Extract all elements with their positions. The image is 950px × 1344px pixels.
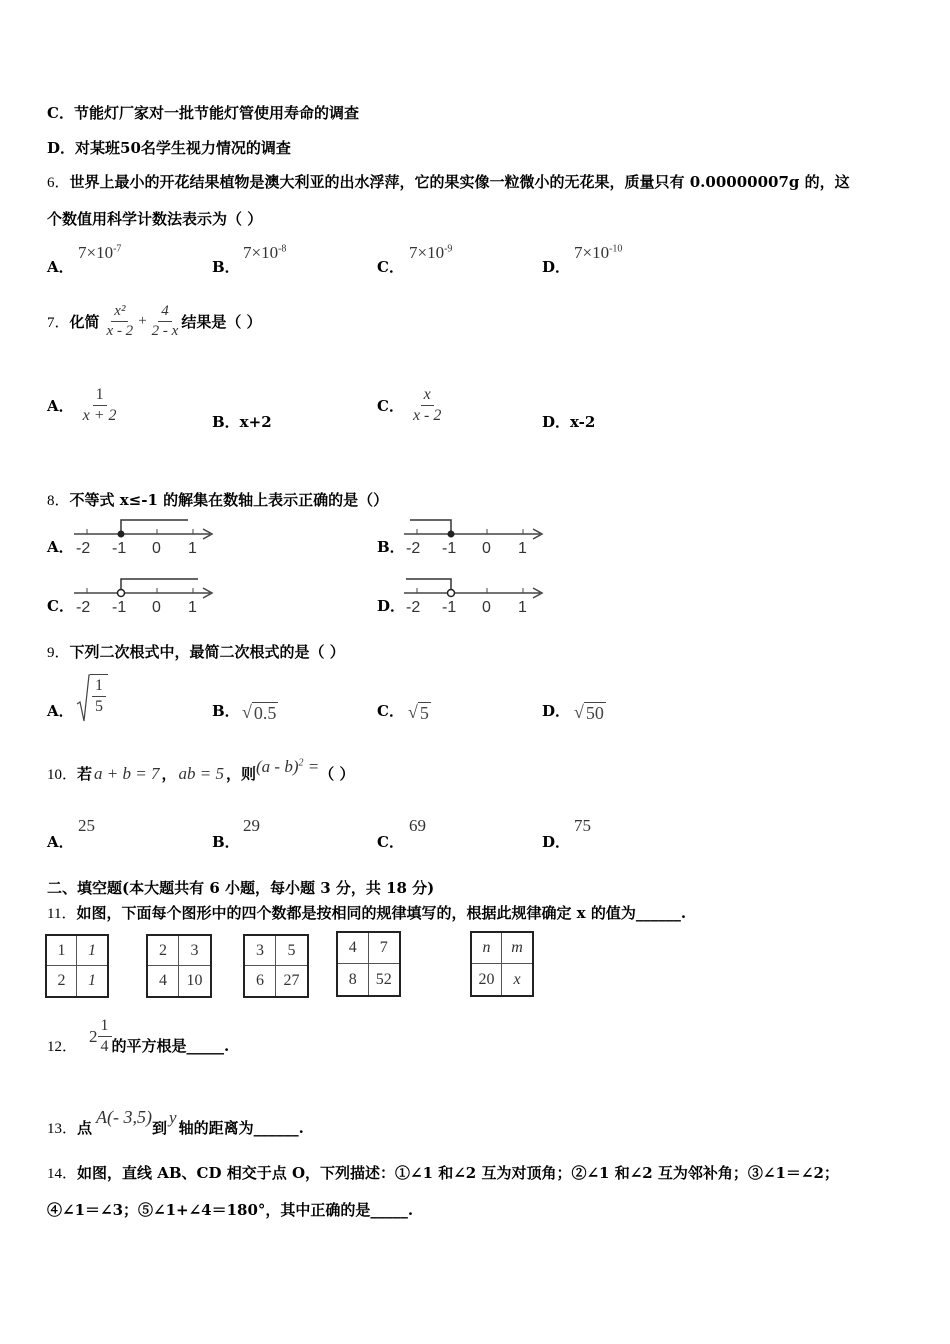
q8-option-c-label: C．: [47, 597, 74, 615]
q9-number: 9．: [47, 645, 70, 661]
q10-option-a-label: A．: [47, 833, 74, 851]
q11-text: 如图，下面每个图形中的四个数都是按相同的规律填写的，根据此规律确定 x 的值为______.: [76, 904, 687, 922]
q8-option-a-number-line: [70, 512, 220, 562]
svg-text:1: 1: [188, 599, 197, 616]
q9-text: 下列二次根式中，最简二次根式的是（ ）: [69, 643, 345, 661]
q6-number: 6．: [47, 175, 70, 191]
q7-suffix: 结果是（ ）: [181, 313, 262, 331]
svg-text:1: 1: [518, 540, 527, 557]
q6-option-c-value: $7\times 10^{-9}$: [409, 243, 453, 262]
q7-fraction-1: $\frac{\text{x²}}{x - 2}$: [106, 303, 134, 339]
svg-text:-2: -2: [406, 599, 421, 616]
q6-option-a-value: $7\times 10^{-7}$: [78, 243, 122, 262]
q8-text: 不等式 x≤-1 的解集在数轴上表示正确的是（）: [69, 491, 389, 509]
q13-stem: [47, 1105, 304, 1138]
q6-option-d-value: $7\times 10^{-10}$: [574, 243, 623, 262]
svg-text:-1: -1: [442, 540, 457, 557]
q13-to: 到: [152, 1119, 168, 1137]
q10-expression: (a - b)$^2$ =: [256, 756, 320, 776]
q9-stem: [47, 641, 345, 662]
q10-option-d-label: D．: [542, 833, 571, 851]
q8-option-a-label: A．: [47, 538, 74, 556]
q5-option-d: D．对某班50名学生视力情况的调查: [47, 139, 291, 157]
q6-text-line1: 世界上最小的开花结果植物是澳大利亚的出水浮萍，它的果实像一粒微小的无花果，质量只有 0.00000007g 的，这: [69, 173, 850, 191]
q11-grid-1: 1 1 2 1: [45, 934, 109, 998]
q14-text-line1: 如图，直线 AB、CD 相交于点 O，下列描述：①∠1 和∠2 互为对顶角；②∠1 和∠2 互为邻补角；③∠1＝∠2；: [77, 1164, 839, 1182]
q10-condition-1: a + b = 7: [94, 763, 160, 783]
q7-number: 7．: [47, 315, 70, 331]
q6-option-b-label: B．: [212, 258, 240, 276]
q7-stem: [47, 303, 262, 340]
q12-text: 的平方根是_____.: [111, 1037, 230, 1055]
q6-option-a-label: A．: [47, 258, 74, 276]
svg-text:-1: -1: [442, 599, 457, 616]
q9-option-d-label: D．: [542, 702, 571, 720]
svg-text:-2: -2: [406, 540, 421, 557]
q7-plus: +: [138, 313, 147, 329]
q9-option-d-radical: √ 50: [574, 702, 604, 723]
q8-stem: [47, 489, 388, 510]
q8-option-b-number-line: [400, 512, 550, 562]
section-2-heading: 二、填空题(本大题共有 6 小题，每小题 3 分，共 18 分): [47, 879, 435, 897]
q11-grid-2: 2 3 4 10: [146, 934, 212, 998]
q8-option-d-label: D．: [377, 597, 406, 615]
svg-text:0: 0: [482, 540, 491, 557]
q14-number: 14．: [47, 1166, 78, 1182]
q8-option-c-number-line: [70, 571, 220, 621]
q9-option-c-label: C．: [377, 702, 404, 720]
q6-stem-line2: 个数值用科学计数法表示为（ ）: [47, 210, 263, 228]
q14-stem-line2: ④∠1＝∠3；⑤∠1+∠4＝180°，其中正确的是_____.: [47, 1201, 414, 1219]
q12-number: 12．: [47, 1039, 78, 1055]
q11-grid-5: n m 20 x: [470, 931, 534, 997]
q13-number: 13．: [47, 1121, 78, 1137]
q10-option-d-value: 75: [574, 816, 591, 835]
q10-option-b-label: B．: [212, 833, 240, 851]
q11-grid-4: 4 7 8 52: [336, 931, 401, 997]
q11-stem: [47, 902, 686, 923]
q8-option-d-number-line: [400, 571, 550, 621]
q6-stem-line1: [47, 171, 850, 192]
q6-option-c-label: C．: [377, 258, 404, 276]
q13-axis: y: [169, 1108, 177, 1127]
q10-prefix: 若: [77, 765, 93, 783]
q10-option-c-label: C．: [377, 833, 404, 851]
q6-option-d-label: D．: [542, 258, 571, 276]
svg-text:0: 0: [482, 599, 491, 616]
q7-option-c-fraction: $\frac{x}{x - 2}$: [412, 386, 442, 424]
q9-option-b-radical: √ 0.5: [242, 702, 277, 723]
q12-whole-part: 2: [89, 1026, 98, 1046]
q10-stem: [47, 756, 355, 784]
q9-option-c-radical: √ 5: [408, 702, 429, 723]
q10-option-b-value: 29: [243, 816, 260, 835]
q7-option-d: D．x-2: [542, 413, 596, 431]
q9-option-a-label: A．: [47, 702, 74, 720]
q13-point: A(- 3,5): [96, 1107, 153, 1127]
q11-number: 11．: [47, 906, 77, 922]
q12-fraction: $\frac{1}{4}$: [98, 1017, 112, 1056]
svg-text:0: 0: [152, 540, 161, 557]
q10-option-c-value: 69: [409, 816, 426, 835]
svg-text:1: 1: [188, 540, 197, 557]
q13-prefix: 点: [77, 1119, 93, 1137]
q14-stem-line1: [47, 1162, 839, 1183]
q10-then: ，则: [225, 765, 256, 783]
q7-option-b: B．x+2: [212, 413, 272, 431]
q8-option-b-label: B．: [377, 538, 405, 556]
svg-text:-1: -1: [112, 599, 127, 616]
q7-fraction-2: $\frac{4}{2 - x}$: [151, 303, 179, 339]
q5-option-c: C．节能灯厂家对一批节能灯管使用寿命的调查: [47, 104, 359, 122]
q10-option-a-value: 25: [78, 816, 95, 835]
q12-stem: [47, 1017, 229, 1056]
q13-suffix: 轴的距离为______.: [178, 1119, 304, 1137]
svg-text:1: 1: [518, 599, 527, 616]
q11-grid-3: 3 5 6 27: [243, 934, 309, 998]
q10-separator: ，: [161, 765, 177, 783]
q7-prefix: 化简: [69, 313, 100, 331]
q7-option-a: A． $\frac{1}{x + 2}$: [47, 386, 120, 425]
q7-option-a-fraction: $\frac{1}{x + 2}$: [82, 386, 117, 424]
svg-text:0: 0: [152, 599, 161, 616]
q8-number: 8．: [47, 493, 70, 509]
q9-option-b-label: B．: [212, 702, 240, 720]
q9-option-a-radical: $\frac{1}{5}$: [76, 674, 108, 724]
svg-text:-2: -2: [76, 599, 91, 616]
svg-text:-2: -2: [76, 540, 91, 557]
svg-text:-1: -1: [112, 540, 127, 557]
q7-option-c: C． $\frac{x}{x - 2}$: [377, 386, 444, 425]
q10-condition-2: ab = 5: [178, 763, 224, 783]
q10-number: 10．: [47, 767, 78, 783]
q10-suffix: （ ）: [319, 765, 355, 783]
q6-option-b-value: $7\times 10^{-8}$: [243, 243, 287, 262]
